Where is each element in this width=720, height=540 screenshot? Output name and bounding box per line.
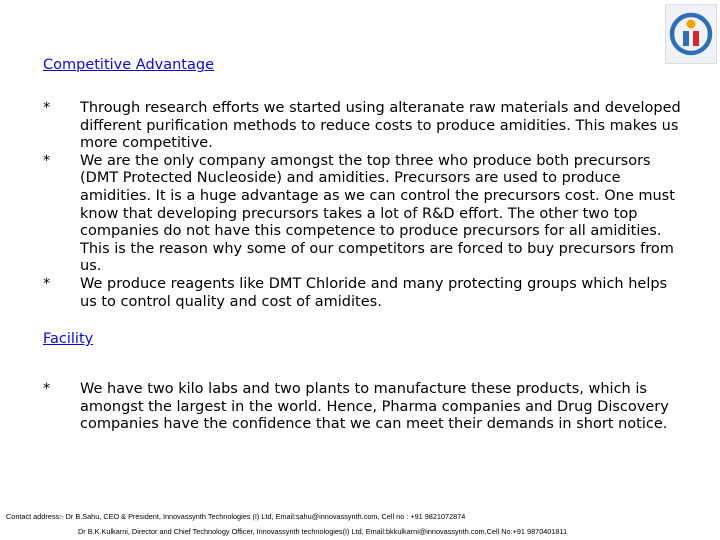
competitive-advantage-list <box>43 100 683 311</box>
bullet-text: We have two kilo labs and two plants to manufacture these products, which is amongst the largest in the world. Hence, Pharma companies and Drug Discovery companies have the confidence that we can meet their demands in short notice. <box>80 381 669 433</box>
company-logo <box>665 4 717 64</box>
bullet-text: We produce reagents like DMT Chloride and many protecting groups which helps us to control quality and cost of amidites. <box>80 275 668 310</box>
footer-contact-line-2: Dr B.K.Kulkarni, Director and Chief Technology Officer, Innovassynth technologies(I) Ltd, Email:bkkulkarni@innovassynth.com,Cell No:+91 9870401811 <box>78 527 568 536</box>
heading-facility: Facility <box>43 331 94 347</box>
bullet-mark: * <box>43 152 51 169</box>
facility-list <box>43 381 683 434</box>
footer-contact-line-1: Contact address:- Dr B.Sahu, CEO & President, Innovassynth Technologies (I) Ltd, Email:sahu@innovassynth.com, Cell no : +91 9821072874 <box>6 512 466 521</box>
heading-competitive-advantage: Competitive Advantage <box>43 57 215 73</box>
bullet-mark: * <box>43 100 51 116</box>
bullet-text: We are the only company amongst the top three who produce both precursors (DMT Protected Nucleoside) and amidities. Precursors are used to produce amidities. It is a huge advantage as we can control the precursors cost. One must know that developing precursors takes a lot of R&D effort. The other two top companies do not have this competence to produce precursors for all amidities. This is the reason why some of our competitors are forced to buy precursors from us. <box>80 152 675 275</box>
list-item <box>43 381 683 434</box>
bullet-mark: * <box>43 381 51 397</box>
bullet-text: Through research efforts we started using alteranate raw materials and developed different purification methods to reduce costs to produce amidities. This makes us more competitive. <box>80 100 681 152</box>
bullet-mark: * <box>43 275 51 292</box>
list-item <box>43 100 683 153</box>
list-item <box>43 276 683 311</box>
innovassynth-logo-icon <box>666 5 716 63</box>
list-item <box>43 153 683 276</box>
